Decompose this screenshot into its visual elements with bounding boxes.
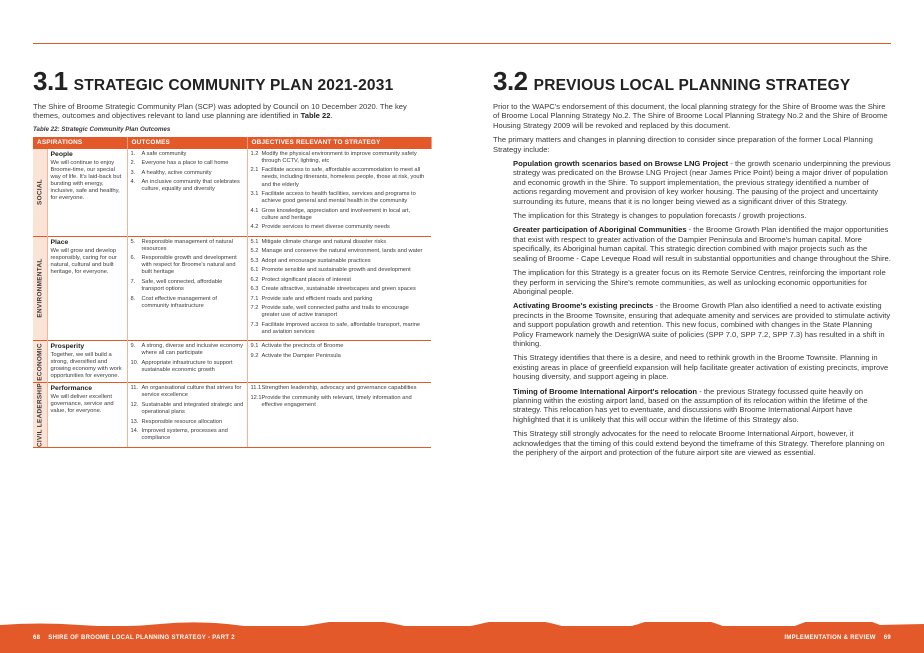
matter-heading: Timing of Broome International Airport's relocation: [513, 386, 698, 396]
table-caption: Table 22: Strategic Community Plan Outcomes: [33, 125, 171, 133]
item-number: 11.1: [250, 385, 262, 392]
item-text: Provide safe, well connected paths and trails to encourage greater use of active transport: [261, 305, 409, 319]
section-heading-3-1: [33, 66, 431, 97]
page-number-left: 68: [33, 635, 41, 641]
item-text: Facilitate access to health facilities, services and programs to achieve good general and mental health in the community: [261, 191, 416, 205]
item-text: Adopt and encourage sustainable practices: [261, 257, 371, 264]
list-item: [131, 385, 244, 399]
implication-paragraph: The implication for this Strategy is changes to population forecasts / growth projections.: [513, 211, 807, 221]
list-item: [131, 296, 244, 310]
item-text: A safe community: [141, 150, 187, 157]
aspiration-cell: [47, 341, 127, 383]
aspiration-cell: [47, 236, 127, 341]
item-number: 9.: [130, 343, 136, 350]
matter-body: - the Broome Growth Plan identified the major opportunities that exist with respect to greater activation of the Dampier Peninsula and Broome's human capital. More specifically, its Aboriginal human capital. This strategic direction combined with major projects such as the sealing of Broome - Cape Leveque Road will result in substantial opportunities and change throughout the Shire.: [513, 225, 891, 263]
aspiration-text: We will grow and develop responsibly, caring for our natural, cultural and built heritage, for everyone.: [50, 247, 117, 275]
item-number: 6.3: [250, 286, 259, 293]
outcomes-cell: [127, 148, 247, 236]
outcomes-cell: [127, 383, 247, 447]
item-text: Grow knowledge, appreciation and involvement in local art, culture and heritage: [261, 207, 411, 221]
footer-right: [784, 635, 891, 641]
list-item: [251, 267, 429, 274]
item-text: A strong, diverse and inclusive economy where all can participate: [141, 343, 243, 357]
item-number: 3.1: [250, 191, 259, 198]
item-text: Strengthen leadership, advocacy and governance capabilities: [261, 385, 417, 392]
list-item: [251, 277, 429, 284]
table-reference: Table 22: [300, 111, 331, 121]
table-row: [33, 341, 431, 383]
list-item: [251, 224, 429, 231]
item-number: 6.: [130, 255, 136, 262]
item-text: Safe, well connected, affordable transport options: [141, 278, 223, 293]
aspiration-name: Prosperity: [50, 343, 85, 351]
theme-band: [33, 236, 47, 341]
objectives-cell: [247, 341, 431, 383]
matter-paragraph: [513, 225, 891, 263]
list-item: [251, 258, 429, 265]
item-text: An organisational culture that strives for service excellence: [141, 385, 242, 399]
item-number: 12.: [130, 401, 139, 408]
item-text: Promote sensible and sustainable growth and development: [261, 267, 411, 274]
left-page: [33, 66, 431, 448]
section-number: 3.2: [493, 66, 528, 96]
item-number: 3.: [130, 169, 136, 176]
table-row: [33, 383, 431, 447]
item-number: 9.2: [250, 352, 259, 359]
top-rule: [33, 43, 891, 44]
item-text: A healthy, active community: [141, 169, 212, 176]
list-item: [251, 208, 429, 222]
table-row: [33, 236, 431, 341]
footer-left: [33, 635, 235, 641]
item-text: Modify the physical environment to improve community safety through CCTV, lighting, etc: [261, 150, 417, 164]
item-text: Responsible resource allocation: [141, 418, 223, 425]
list-item: [131, 428, 244, 442]
footer-left-title: SHIRE OF BROOME LOCAL PLANNING STRATEGY - PART 2: [48, 635, 235, 641]
header-objectives: OBJECTIVES RELEVANT TO STRATEGY: [247, 137, 431, 149]
theme-band: [33, 341, 47, 383]
objectives-cell: [247, 236, 431, 341]
list-item: [251, 343, 429, 350]
item-text: Activate the Dampier Peninsula: [261, 352, 341, 359]
right-page: [493, 66, 891, 457]
list-item: [131, 170, 244, 177]
item-number: 10.: [130, 359, 139, 366]
item-number: 6.1: [250, 267, 259, 274]
theme-band: [33, 148, 47, 236]
matter-body: - the previous Strategy focussed quite heavily on planning within the existing airport land, based on the assumption of its relocation within the lifetime of the strategy. This relocation has yet to eventuate, and discussions with Broome International Airport have highlighted that it is unlikely that this will occur within the lifetime of this Strategy also.: [513, 386, 868, 424]
item-number: 1.: [130, 150, 136, 157]
outcomes-table: [33, 137, 432, 448]
footer-right-title: IMPLEMENTATION & REVIEW: [784, 635, 876, 641]
item-number: 5.1: [250, 238, 259, 245]
item-text: Everyone has a place to call home: [141, 160, 229, 167]
list-item: [251, 286, 429, 293]
item-number: 2.1: [250, 167, 259, 174]
item-number: 5.: [130, 238, 136, 245]
section-title: PREVIOUS LOCAL PLANNING STRATEGY: [533, 77, 851, 94]
item-text: Manage and conserve the natural environment, lands and water: [261, 248, 423, 255]
item-number: 7.2: [250, 305, 259, 312]
section-title: STRATEGIC COMMUNITY PLAN 2021-2031: [73, 77, 394, 94]
matters-paragraph: The primary matters and changes in planning direction to consider since preparation of the former Local Planning Strategy include:: [493, 135, 873, 154]
item-number: 4.: [130, 179, 136, 186]
item-text: Facilitate access to safe, affordable accommodation to meet all needs, including itinerants, homeless people, those at risk, youth and the elderly: [261, 167, 425, 188]
item-text: Protect significant places of interest: [261, 276, 351, 283]
item-number: 8.: [130, 295, 136, 302]
item-text: An inclusive community that celebrates culture, equality and diversity: [141, 179, 240, 193]
list-item: [251, 322, 429, 336]
section-number: 3.1: [33, 66, 68, 96]
matter-heading: Greater participation of Aboriginal Communities: [513, 225, 687, 235]
list-item: [131, 239, 244, 253]
list-item: [251, 385, 429, 392]
item-text: Responsible management of natural resources: [141, 238, 233, 252]
item-text: Sustainable and integrated strategic and operational plans: [141, 401, 244, 416]
item-number: 1.2: [250, 150, 259, 157]
item-text: Provide services to meet diverse community needs: [261, 224, 390, 231]
brush-edge: [0, 622, 924, 628]
list-item: [131, 151, 244, 158]
page-number-right: 69: [883, 635, 891, 641]
item-number: 13.: [130, 418, 139, 425]
item-number: 2.: [130, 160, 136, 167]
matter-paragraph: [513, 387, 891, 425]
objectives-cell: [247, 148, 431, 236]
implication-paragraph: This Strategy identifies that there is a desire, and need to rethink growth in the Broome Townsite. Planning in existing areas in place of greenfield expansion will help facilitate greater activation of existing precincts, improve housing diversity, and support ageing in place.: [513, 353, 889, 382]
item-number: 7.1: [250, 295, 259, 302]
item-number: 7.: [130, 278, 136, 285]
header-aspirations: ASPIRATIONS: [33, 137, 127, 149]
matter-body: - the growth scenario underpinning the previous strategy was predicated on the Browse LNG Project (near James Price Point) being a major driver of population and economic growth in the Shire. To support implementation, the previous strategy identified a number of actions regarding movement and provision of key worker housing. The pausing of the project and uncertainty surrounding its future, means that it is no longer being viewed as a significant driver of this Strategy.: [513, 159, 891, 206]
footer-band: [0, 626, 924, 653]
theme-label: ENVIRONMENTAL: [36, 258, 44, 319]
list-item: [251, 151, 429, 165]
item-number: 6.2: [250, 276, 259, 283]
aspiration-name: People: [50, 150, 73, 158]
item-text: Cost effective management of community infrastructure: [141, 295, 217, 309]
aspiration-name: Place: [50, 238, 69, 246]
matter-heading: Activating Broome's existing precincts: [513, 301, 654, 311]
list-item: [131, 179, 244, 193]
table-header-row: [33, 137, 431, 149]
objectives-cell: [247, 383, 431, 447]
matter-body: - the Broome Growth Plan also identified a need to activate existing precincts in the Broome Townsite, ensuring that adequate amenity and services are provided to stimulate activity and support population growth and retention. This new focus, combined with changes in the State Planning Policy Framework namely the DesignWA suite of policies (SPP 7.0, SPP 7.2, SPP 7.3) has resulted in a shift in thinking.: [513, 301, 891, 348]
aspiration-text: We will continue to enjoy Broome-time, our special way of life. It's laid-back but bursting with energy, inclusive, safe and healthy, for everyone.: [50, 159, 122, 201]
header-outcomes: OUTCOMES: [127, 137, 247, 149]
item-text: Improved systems, processes and compliance: [141, 427, 228, 442]
intro-end: .: [330, 111, 333, 121]
matter-paragraph: [513, 301, 891, 348]
aspiration-cell: [47, 148, 127, 236]
item-text: Responsible growth and development with respect for Broome's natural and built heritage: [141, 255, 237, 276]
list-item: [251, 395, 429, 409]
item-text: Appropriate infrastructure to support sustainable economic growth: [141, 359, 233, 373]
list-item: [251, 167, 429, 188]
implication-paragraph: This Strategy still strongly advocates for the need to relocate Broome International Airport, however, it acknowledges that the timing of this could extend beyond the timeframe of this Strategy. Therefore planning on the periphery of the airport and protection of the future airport site are viewed as essential.: [513, 429, 885, 457]
item-text: Activate the precincts of Broome: [261, 343, 344, 350]
list-item: [251, 305, 429, 319]
table-row: [33, 148, 431, 236]
item-number: 4.1: [250, 207, 259, 214]
list-item: [131, 160, 244, 167]
item-number: 5.2: [250, 248, 259, 255]
list-item: [251, 191, 429, 205]
outcomes-cell: [127, 341, 247, 383]
list-item: [131, 343, 244, 357]
item-text: Provide safe and efficient roads and parking: [261, 295, 373, 302]
item-text: Create attractive, sustainable streetscapes and green spaces: [261, 286, 416, 293]
item-number: 4.2: [250, 224, 259, 231]
item-text: Mitigate climate change and natural disaster risks: [261, 238, 387, 245]
matter-heading: Population growth scenarios based on Browse LNG Project: [513, 159, 729, 169]
aspiration-text: We will deliver excellent governance, service and value, for everyone.: [50, 394, 114, 415]
list-item: [131, 360, 244, 374]
aspiration-name: Performance: [50, 385, 93, 393]
theme-label: ECONOMIC: [36, 343, 44, 381]
item-number: 11.: [130, 385, 138, 392]
item-text: Provide the community with relevant, timely information and effective engagement: [261, 394, 412, 408]
item-number: 14.: [130, 427, 139, 434]
intro-paragraph: [33, 102, 431, 121]
list-item: [131, 419, 244, 426]
item-number: 5.3: [250, 257, 259, 264]
list-item: [131, 402, 244, 416]
matter-paragraph: [513, 159, 891, 206]
theme-label: CIVIL LEADERSHIP: [36, 382, 44, 447]
item-number: 9.1: [250, 343, 259, 350]
intro-paragraph: Prior to the WAPC's endorsement of this document, the local planning strategy for the Shire of Broome was the Shire of Broome Local Planning Strategy No.2. The Shire of Broome Local Planning Strategy No.2 and the Shire of Broome Housing Strategy 2009 will be revoked and replaced by this document.: [493, 102, 888, 130]
item-number: 7.3: [250, 321, 259, 328]
list-item: [131, 279, 244, 293]
theme-label: SOCIAL: [36, 179, 44, 206]
outcomes-cell: [127, 236, 247, 341]
item-number: 12.1: [250, 394, 262, 401]
list-item: [131, 255, 244, 276]
section-heading-3-2: [493, 66, 891, 97]
intro-text: The Shire of Broome Strategic Community Plan (SCP) was adopted by Council on 10 December 2020. The key themes, outcomes and objectives relevant to land use planning are identified in: [33, 102, 407, 121]
list-item: [251, 353, 429, 360]
item-text: Facilitate improved access to safe, affordable transport, marine and aviation services: [261, 321, 421, 335]
theme-band: [33, 383, 47, 447]
list-item: [251, 248, 429, 255]
implication-paragraph: The implication for this Strategy is a greater focus on its Remote Service Centres, reinforcing the important role they perform in servicing the Shire's remote communities, as well as unlocking economic opportunities for Aboriginal people.: [513, 268, 886, 296]
aspiration-text: Together, we will build a strong, diversified and growing economy with work opportunities for everyone.: [50, 352, 122, 380]
aspiration-cell: [47, 383, 127, 447]
list-item: [251, 296, 429, 303]
list-item: [251, 239, 429, 246]
